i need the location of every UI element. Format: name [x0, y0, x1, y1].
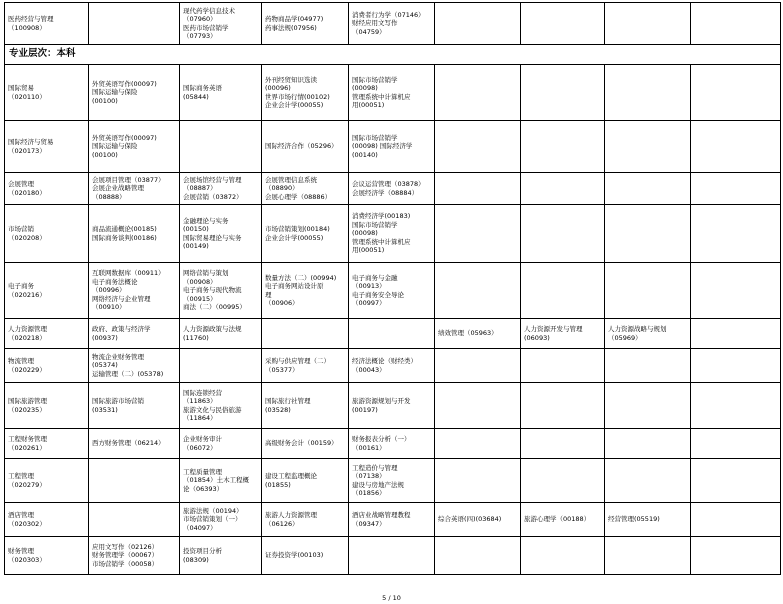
- major-cell: [5, 65, 89, 121]
- table-row: [5, 121, 781, 173]
- cell-line: 网络营销与策划: [183, 269, 229, 278]
- cell-line: 电子商务与金融: [352, 273, 398, 282]
- course-cell: [89, 263, 180, 319]
- course-cell: [89, 459, 180, 503]
- cell-line: 市场营销: [8, 225, 34, 234]
- course-cell: [180, 65, 262, 121]
- cell-line: 现代药学信息技术: [183, 6, 235, 15]
- cell-line: （020216）: [8, 290, 46, 299]
- cell-line: 建设工程监理概论: [265, 472, 317, 481]
- cell-line: （11864）: [183, 413, 217, 422]
- cell-line: （020261）: [8, 443, 46, 452]
- course-cell: [349, 459, 435, 503]
- course-cell: [521, 319, 605, 349]
- cell-line: 旅游法规（00194）: [183, 506, 243, 515]
- course-table: [4, 2, 781, 575]
- course-cell: [691, 3, 781, 45]
- cell-line: 物流管理: [8, 357, 34, 366]
- course-cell: [180, 205, 262, 263]
- course-cell: [435, 537, 521, 575]
- cell-line: (05374): [92, 361, 118, 370]
- cell-line: （100908）: [8, 23, 46, 32]
- cell-line: 国际市场营销学: [352, 220, 398, 229]
- cell-line: (00140): [352, 150, 378, 159]
- course-cell: [349, 263, 435, 319]
- cell-line: 国际商务谈判(00186): [92, 233, 157, 242]
- cell-line: 医药经营与管理: [8, 15, 54, 24]
- cell-line: 旅游人力资源管理: [265, 511, 317, 520]
- cell-line: 国际旅行社管理: [265, 397, 311, 406]
- cell-line: 药物商品学(04977): [265, 15, 324, 24]
- course-cell: [605, 459, 691, 503]
- course-cell: [691, 349, 781, 383]
- course-cell: [691, 173, 781, 205]
- major-cell: [5, 503, 89, 537]
- cell-line: （07960）: [183, 15, 217, 24]
- course-cell: [89, 503, 180, 537]
- course-cell: [521, 121, 605, 173]
- course-cell: [262, 121, 349, 173]
- cell-line: 国际连锁经营: [183, 388, 222, 397]
- course-cell: [180, 503, 262, 537]
- cell-line: 政府、政策与经济学: [92, 325, 151, 334]
- course-cell: [262, 537, 349, 575]
- course-cell: [605, 173, 691, 205]
- course-cell: [262, 503, 349, 537]
- course-cell: [180, 263, 262, 319]
- cell-line: 商法（二）（00995）: [183, 303, 246, 312]
- cell-line: 西方财务管理（06214）: [92, 439, 165, 448]
- course-cell: [605, 65, 691, 121]
- course-cell: [435, 121, 521, 173]
- cell-line: 数量方法（二）(00994): [265, 273, 337, 282]
- course-cell: [349, 503, 435, 537]
- cell-line: 网络经济与企业管理: [92, 294, 151, 303]
- cell-line: 物流企业财务管理: [92, 352, 144, 361]
- course-cell: [89, 349, 180, 383]
- cell-line: 工程造价与管理: [352, 463, 398, 472]
- cell-line: 财务报表分析（一）: [352, 435, 411, 444]
- table-row: [5, 263, 781, 319]
- course-cell: [349, 3, 435, 45]
- cell-line: （04097）: [183, 523, 217, 532]
- cell-line: （020235）: [8, 405, 46, 414]
- table-row: [5, 503, 781, 537]
- table-row: [5, 173, 781, 205]
- cell-line: （06126）: [265, 519, 299, 528]
- course-cell: [262, 429, 349, 459]
- cell-line: 会展管理信息系统: [265, 175, 317, 184]
- cell-line: （05969）: [608, 333, 642, 342]
- cell-line: 经营管理(05519): [608, 515, 660, 524]
- table-body: [5, 3, 781, 575]
- cell-line: 综合英语(四)(03684): [438, 515, 502, 524]
- cell-line: 用(00051): [352, 100, 385, 109]
- course-cell: [262, 263, 349, 319]
- table-row: [5, 429, 781, 459]
- course-cell: [262, 349, 349, 383]
- table-row: [5, 3, 781, 45]
- course-cell: [262, 3, 349, 45]
- cell-line: 会展营销（03872）: [183, 192, 243, 201]
- cell-line: (00100): [92, 150, 118, 159]
- cell-line: 旅游资源规划与开发: [352, 397, 411, 406]
- cell-line: 金融理论与实务: [183, 216, 229, 225]
- cell-line: (08309): [183, 555, 209, 564]
- course-cell: [180, 349, 262, 383]
- course-cell: [435, 263, 521, 319]
- cell-line: 人力资源开发与管理: [524, 325, 583, 334]
- cell-line: 商品流通概论(00185): [92, 225, 157, 234]
- course-cell: [605, 383, 691, 429]
- cell-line: 国际商务英语: [183, 84, 222, 93]
- course-cell: [521, 349, 605, 383]
- course-cell: [521, 503, 605, 537]
- course-cell: [605, 429, 691, 459]
- course-cell: [435, 429, 521, 459]
- cell-line: （06072）: [183, 443, 217, 452]
- course-cell: [521, 3, 605, 45]
- cell-line: 人力资源管理: [8, 325, 47, 334]
- cell-line: （020303）: [8, 555, 46, 564]
- course-cell: [262, 205, 349, 263]
- cell-line: 国际运输与保险: [92, 88, 138, 97]
- course-cell: [89, 383, 180, 429]
- course-cell: [349, 429, 435, 459]
- cell-line: 世界市场行情(00102): [265, 92, 330, 101]
- cell-line: 工程质量管理: [183, 467, 222, 476]
- cell-line: （020229）: [8, 365, 46, 374]
- cell-line: （08888）: [92, 192, 126, 201]
- course-cell: [349, 205, 435, 263]
- cell-line: (00096): [265, 84, 291, 93]
- course-cell: [180, 429, 262, 459]
- major-cell: [5, 383, 89, 429]
- cell-line: 国际旅游市场营销: [92, 397, 144, 406]
- cell-line: (05844): [183, 92, 209, 101]
- cell-line: 投资项目分析: [183, 547, 222, 556]
- cell-line: （00043）: [352, 365, 386, 374]
- cell-line: 用(00051): [352, 246, 385, 255]
- course-cell: [262, 383, 349, 429]
- course-cell: [605, 205, 691, 263]
- cell-line: 国际贸易: [8, 84, 34, 93]
- page-number: 5 / 10: [382, 594, 401, 602]
- cell-line: 人力资源战略与规划: [608, 325, 667, 334]
- cell-line: （020180）: [8, 188, 46, 197]
- cell-line: （00913）: [352, 282, 386, 291]
- course-cell: [180, 459, 262, 503]
- cell-line: 外刊经贸知识选读: [265, 75, 317, 84]
- cell-line: 会展心理学（08886）: [265, 192, 332, 201]
- cell-line: 高级财务会计（00159）: [265, 439, 338, 448]
- cell-line: 国际贸易理论与实务: [183, 233, 242, 242]
- major-cell: [5, 3, 89, 45]
- cell-line: （00996）: [92, 286, 126, 295]
- table-row: [5, 349, 781, 383]
- course-cell: [349, 537, 435, 575]
- cell-line: 旅游文化与民俗旅游: [183, 405, 242, 414]
- section-title: 专业层次：本科: [5, 45, 781, 65]
- course-cell: [691, 65, 781, 121]
- course-cell: [691, 205, 781, 263]
- major-cell: [5, 537, 89, 575]
- course-cell: [605, 319, 691, 349]
- cell-line: 财务管理: [8, 547, 34, 556]
- cell-line: 国际运输与保险: [92, 142, 138, 151]
- cell-line: (00149): [183, 241, 209, 250]
- course-cell: [89, 173, 180, 205]
- cell-line: 市场营销学（00058）: [92, 559, 159, 568]
- cell-line: 管理系统中计算机应: [352, 237, 411, 246]
- course-cell: [435, 3, 521, 45]
- cell-line: 企业财务审计: [183, 435, 222, 444]
- major-cell: [5, 349, 89, 383]
- cell-line: 财经应用文写作: [352, 19, 398, 28]
- course-cell: [435, 65, 521, 121]
- course-cell: [605, 121, 691, 173]
- course-cell: [435, 319, 521, 349]
- course-cell: [89, 319, 180, 349]
- cell-line: 电子商务: [8, 282, 34, 291]
- course-cell: [89, 429, 180, 459]
- major-cell: [5, 173, 89, 205]
- course-cell: [180, 121, 262, 173]
- cell-line: 外贸英语写作(00097): [92, 79, 157, 88]
- cell-line: （04759）: [352, 27, 386, 36]
- course-cell: [349, 349, 435, 383]
- course-cell: [435, 459, 521, 503]
- course-cell: [349, 65, 435, 121]
- cell-line: （00908）: [183, 277, 217, 286]
- major-cell: [5, 263, 89, 319]
- cell-line: （08887）: [183, 184, 217, 193]
- course-cell: [262, 65, 349, 121]
- course-cell: [691, 121, 781, 173]
- cell-line: (00197): [352, 405, 378, 414]
- cell-line: 会展项目管理（03877）: [92, 175, 165, 184]
- cell-line: 应用文写作（02126）: [92, 542, 159, 551]
- cell-line: （020218）: [8, 333, 46, 342]
- cell-line: 运输管理（二）(05378): [92, 369, 164, 378]
- cell-line: 管理系统中计算机应: [352, 92, 411, 101]
- course-cell: [89, 205, 180, 263]
- course-cell: [691, 459, 781, 503]
- cell-line: (00150): [183, 225, 209, 234]
- course-cell: [605, 503, 691, 537]
- course-cell: [262, 459, 349, 503]
- major-cell: [5, 459, 89, 503]
- course-cell: [349, 173, 435, 205]
- cell-line: (00098): [352, 84, 378, 93]
- course-cell: [605, 263, 691, 319]
- table-row: [5, 319, 781, 349]
- cell-line: 工程管理: [8, 472, 34, 481]
- course-cell: [521, 65, 605, 121]
- cell-line: （11863）: [183, 397, 217, 406]
- course-cell: [262, 173, 349, 205]
- cell-line: 国际旅游管理: [8, 397, 47, 406]
- cell-line: 电子商务网站设计原: [265, 282, 324, 291]
- course-cell: [605, 349, 691, 383]
- cell-line: 国际经济合作（05296）: [265, 142, 338, 151]
- course-cell: [89, 121, 180, 173]
- cell-line: 财务管理学（00067）: [92, 551, 159, 560]
- cell-line: 市场营销策划（一）: [183, 515, 242, 524]
- cell-line: 酒店业战略管理教程: [352, 511, 411, 520]
- cell-line: 采购与供应管理（二）: [265, 357, 330, 366]
- cell-line: 国际市场营销学: [352, 75, 398, 84]
- course-cell: [521, 173, 605, 205]
- cell-line: 会展场馆经营与管理: [183, 175, 242, 184]
- major-cell: [5, 429, 89, 459]
- cell-line: 会展经济学（08884）: [352, 188, 419, 197]
- course-cell: [691, 429, 781, 459]
- course-cell: [521, 429, 605, 459]
- cell-line: 电子商务法概论: [92, 277, 138, 286]
- course-cell: [180, 3, 262, 45]
- cell-line: 互联网数据库（00911）: [92, 269, 165, 278]
- course-cell: [435, 383, 521, 429]
- course-cell: [521, 205, 605, 263]
- cell-line: (00098): [352, 229, 378, 238]
- course-cell: [521, 263, 605, 319]
- course-cell: [691, 537, 781, 575]
- cell-line: 绩效管理（05963）: [438, 329, 498, 338]
- cell-line: 人力资源政策与法规: [183, 325, 242, 334]
- course-cell: [605, 3, 691, 45]
- major-cell: [5, 319, 89, 349]
- cell-line: （020279）: [8, 480, 46, 489]
- cell-line: （020173）: [8, 146, 46, 155]
- cell-line: 国际市场营销学: [352, 133, 398, 142]
- cell-line: （07793）: [183, 31, 217, 40]
- cell-line: （07138）: [352, 472, 386, 481]
- cell-line: (00937): [92, 333, 118, 342]
- cell-line: （08890）: [265, 184, 299, 193]
- course-cell: [435, 173, 521, 205]
- cell-line: (03531): [92, 405, 118, 414]
- cell-line: 会展管理: [8, 180, 34, 189]
- major-cell: [5, 121, 89, 173]
- cell-line: 市场营销策划(00184): [265, 225, 330, 234]
- course-cell: [89, 537, 180, 575]
- cell-line: 酒店管理: [8, 511, 34, 520]
- cell-line: 电子商务与现代物流: [183, 286, 242, 295]
- cell-line: （01856）: [352, 488, 386, 497]
- course-cell: [349, 383, 435, 429]
- course-cell: [180, 173, 262, 205]
- course-cell: [521, 537, 605, 575]
- cell-line: 旅游心理学（00188）: [524, 515, 591, 524]
- course-cell: [435, 205, 521, 263]
- cell-line: （00161）: [352, 443, 386, 452]
- course-cell: [180, 383, 262, 429]
- table-row: [5, 459, 781, 503]
- course-cell: [605, 537, 691, 575]
- cell-line: 会展企业战略管理: [92, 184, 144, 193]
- cell-line: （01854）土木工程概: [183, 476, 250, 485]
- course-cell: [691, 263, 781, 319]
- cell-line: 消费经济学(00183): [352, 212, 411, 221]
- cell-line: (06093): [524, 333, 550, 342]
- course-cell: [691, 319, 781, 349]
- course-cell: [180, 537, 262, 575]
- cell-line: (11760): [183, 333, 209, 342]
- cell-line: 国际经济与贸易: [8, 138, 54, 147]
- cell-line: (00100): [92, 96, 118, 105]
- cell-line: （05377）: [265, 365, 299, 374]
- cell-line: (00098) 国际经济学: [352, 142, 413, 151]
- cell-line: 药事法规(07956): [265, 23, 317, 32]
- cell-line: 证券投资学(00103): [265, 551, 324, 560]
- course-cell: [691, 383, 781, 429]
- cell-line: 消费者行为学（07146）: [352, 10, 425, 19]
- course-cell: [89, 65, 180, 121]
- cell-line: 会议运营管理（03878）: [352, 180, 425, 189]
- cell-line: 外贸英语写作(00097): [92, 133, 157, 142]
- cell-line: （00910）: [92, 303, 126, 312]
- cell-line: （09347）: [352, 519, 386, 528]
- course-cell: [521, 459, 605, 503]
- cell-line: （00906）: [265, 298, 299, 307]
- course-cell: [435, 349, 521, 383]
- cell-line: (01855): [265, 480, 291, 489]
- table-row: [5, 383, 781, 429]
- course-cell: [435, 503, 521, 537]
- cell-line: 企业会计学(00055): [265, 233, 324, 242]
- course-cell: [521, 383, 605, 429]
- course-cell: [180, 319, 262, 349]
- cell-line: （020302）: [8, 519, 46, 528]
- cell-line: （020110）: [8, 92, 46, 101]
- table-row: [5, 537, 781, 575]
- cell-line: (03528): [265, 405, 291, 414]
- cell-line: （00915）: [183, 294, 217, 303]
- cell-line: 经济法概论（财经类）: [352, 357, 417, 366]
- cell-line: 建设与房地产法规: [352, 480, 404, 489]
- cell-line: 电子商务安全导论: [352, 290, 404, 299]
- cell-line: （00997）: [352, 298, 386, 307]
- cell-line: 医药市场营销学: [183, 23, 229, 32]
- cell-line: 论（06393）: [183, 484, 224, 493]
- cell-line: （020208）: [8, 233, 46, 242]
- course-cell: [89, 3, 180, 45]
- table-row: [5, 205, 781, 263]
- cell-line: 理: [265, 290, 272, 299]
- cell-line: 企业会计学(00055): [265, 100, 324, 109]
- major-cell: [5, 205, 89, 263]
- section-row: [5, 45, 781, 65]
- course-cell: [349, 121, 435, 173]
- course-cell: [691, 503, 781, 537]
- course-cell: [349, 319, 435, 349]
- table-row: [5, 65, 781, 121]
- cell-line: 工程财务管理: [8, 435, 47, 444]
- course-cell: [262, 319, 349, 349]
